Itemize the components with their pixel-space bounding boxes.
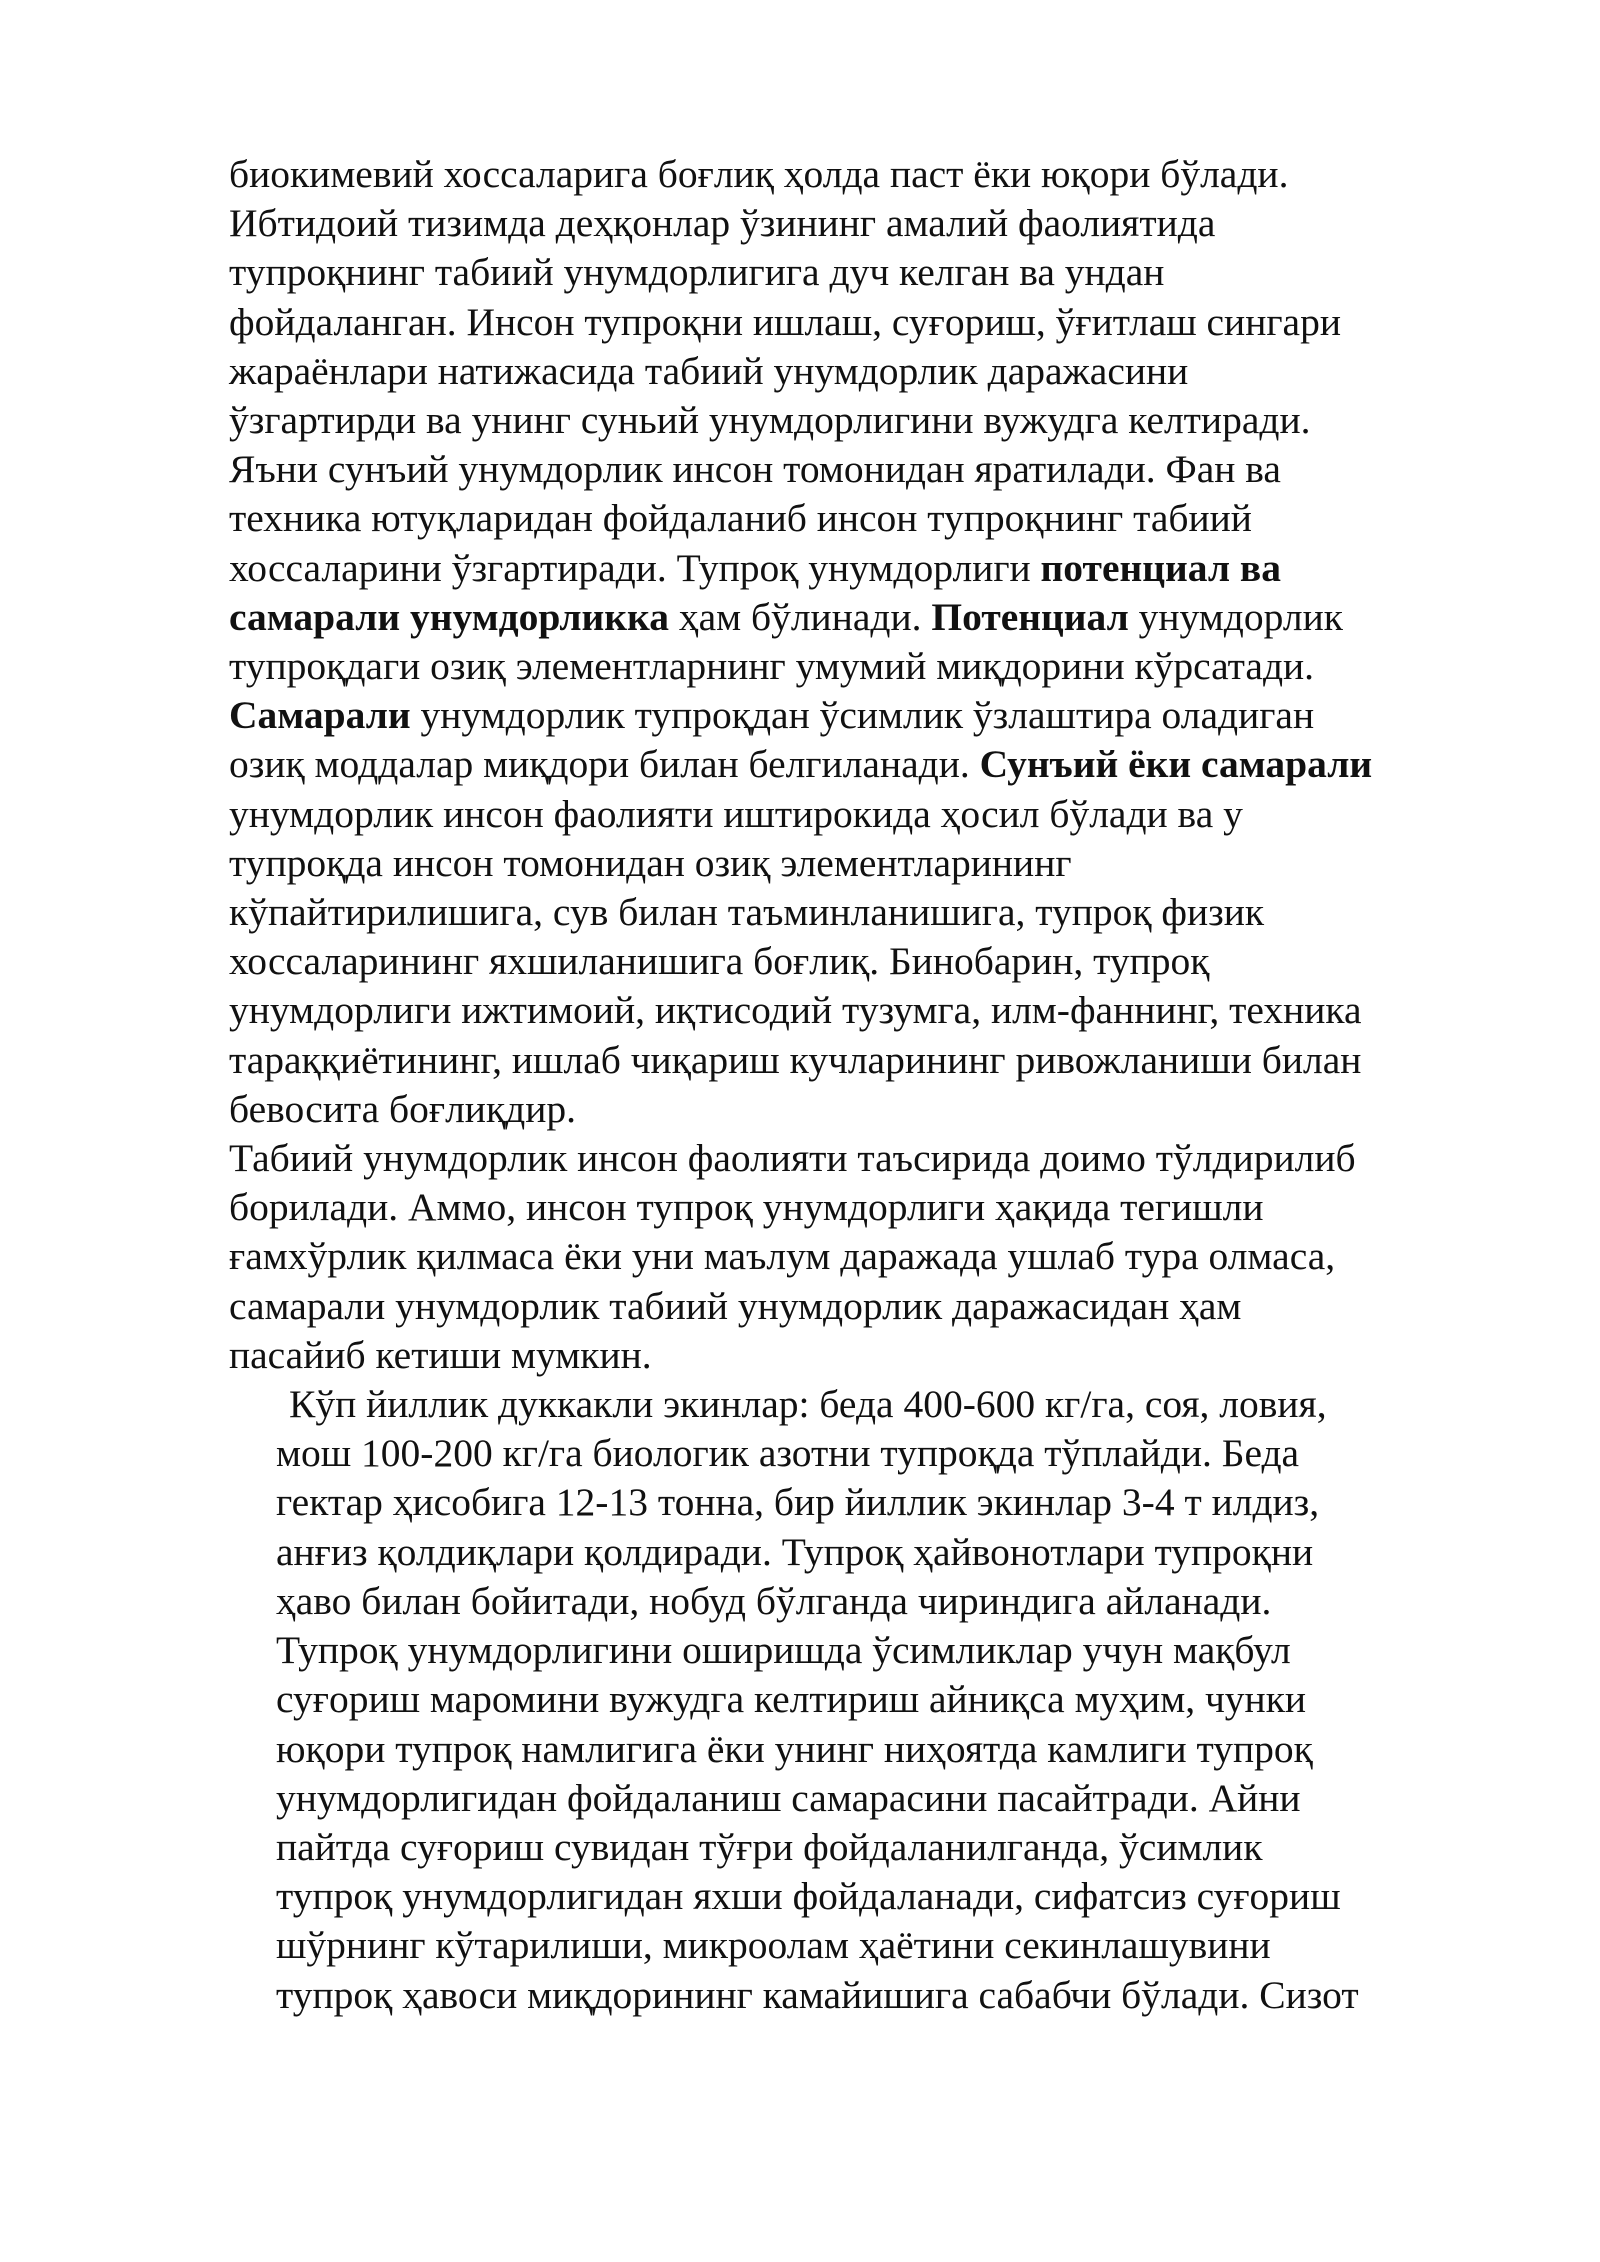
- paragraph-legumes-irrigation: [229, 1380, 1529, 2020]
- text-segment: тупроқ унумдорлигидан яхши фойдаланади, сифатсиз суғориш: [276, 1874, 1341, 1919]
- text-segment: тупроқда инсон томонидан озиқ элементларининг: [229, 840, 1072, 885]
- text-line: [229, 199, 1529, 248]
- text-segment: унумдорлигидан фойдаланиш самарасини пасайтради. Айни: [276, 1775, 1301, 1820]
- text-segment: суғориш маромини вужудга келтириш айниқса муҳим, чунки: [276, 1677, 1307, 1722]
- text-segment: тупроқдаги озиқ элементларнинг умумий миқдорини кўрсатади.: [229, 644, 1315, 689]
- bold-term: Самарали: [229, 693, 411, 738]
- text-line: [229, 839, 1529, 888]
- text-segment: унумдорлиги ижтимоий, иқтисодий тузумга, илм-фаннинг, техника: [229, 988, 1362, 1033]
- text-segment: тупроқ ҳавоси миқдорининг камайишига сабабчи бўлади. Сизот: [276, 1972, 1359, 2017]
- bold-term: Сунъий ёки самарали: [979, 742, 1373, 787]
- text-segment: озиқ моддалар миқдори билан белгиланади.: [229, 742, 980, 787]
- text-segment: юқори тупроқ намлигига ёки унинг ниҳоятда камлиги тупроқ: [276, 1726, 1313, 1771]
- text-line: [229, 1085, 1529, 1134]
- text-segment: унумдорлик инсон фаолияти иштирокида ҳосил бўлади ва у: [229, 791, 1243, 836]
- text-segment: ҳаво билан бойитади, нобуд бўлганда чириндига айланади.: [276, 1578, 1272, 1623]
- document-body: [229, 150, 1529, 2020]
- text-line: [229, 1626, 1529, 1675]
- text-line: [229, 494, 1529, 543]
- text-line: [229, 888, 1529, 937]
- text-segment: Тупроқ унумдорлигини оширишда ўсимликлар учун мақбул: [276, 1628, 1291, 1673]
- text-segment: хоссаларининг яхшиланишига боғлиқ. Бинобарин, тупроқ: [229, 939, 1210, 984]
- bold-term: самарали унумдорликка: [229, 594, 669, 639]
- text-line: [229, 248, 1529, 297]
- text-line: [229, 1036, 1529, 1085]
- text-line: [229, 691, 1529, 740]
- text-segment: биокимевий хоссаларига боғлиқ ҳолда паст ёки юқори бўлади.: [229, 152, 1289, 196]
- text-line: [229, 347, 1529, 396]
- text-line: [229, 937, 1529, 986]
- text-segment: анғиз қолдиқлари қолдиради. Тупроқ ҳайвонотлари тупроқни: [276, 1529, 1314, 1574]
- text-segment: самарали унумдорлик табиий унумдорлик даражасидан ҳам: [229, 1283, 1242, 1328]
- text-segment: ғамхўрлик қилмаса ёки уни маълум даражада ушлаб тура олмаса,: [229, 1234, 1336, 1279]
- text-segment: тараққиётининг, ишлаб чиқариш кучларининг ривожланиши билан: [229, 1037, 1362, 1082]
- text-segment: пайтда суғориш сувидан тўғри фойдаланилганда, ўсимлик: [276, 1824, 1263, 1869]
- text-segment: гектар ҳисобига 12-13 тонна, бир йиллик экинлар 3-4 т илдиз,: [276, 1480, 1320, 1525]
- text-line: [229, 1577, 1529, 1626]
- text-segment: кўпайтирилишига, сув билан таъминланишига, тупроқ физик: [229, 890, 1265, 935]
- text-segment: ҳам бўлинади.: [668, 594, 932, 639]
- text-segment: бевосита боғлиқдир.: [229, 1086, 576, 1131]
- text-line: [229, 593, 1529, 642]
- text-segment: хоссаларини ўзгартиради. Тупроқ унумдорлиги: [229, 545, 1041, 590]
- text-line: [229, 1528, 1529, 1577]
- text-line: [229, 740, 1529, 789]
- text-line: [229, 445, 1529, 494]
- text-segment: унумдорлик: [1128, 594, 1343, 639]
- text-line: [229, 1774, 1529, 1823]
- paragraph-fertility-types: [229, 150, 1529, 1134]
- text-line: [229, 298, 1529, 347]
- text-segment: шўрнинг кўтарилиши, микроолам ҳаётини секинлашувини: [276, 1923, 1271, 1968]
- bold-term: Потенциал: [931, 594, 1129, 639]
- text-segment: Яъни сунъий унумдорлик инсон томонидан яратилади. Фан ва: [229, 447, 1281, 492]
- text-segment: Ибтидоий тизимда деҳқонлар ўзининг амалий фаолиятида: [229, 201, 1216, 246]
- text-line: [229, 544, 1529, 593]
- text-line: [229, 1872, 1529, 1921]
- text-line: [229, 1478, 1529, 1527]
- text-line: [229, 1921, 1529, 1970]
- text-line: [229, 1725, 1529, 1774]
- text-segment: жараёнлари натижасида табиий унумдорлик даражасини: [229, 348, 1189, 393]
- text-line: [229, 1331, 1529, 1380]
- text-segment: борилади. Аммо, инсон тупроқ унумдорлиги ҳақида тегишли: [229, 1185, 1264, 1230]
- text-line: [229, 1429, 1529, 1478]
- text-line: [229, 150, 1529, 199]
- text-segment: техника ютуқларидан фойдаланиб инсон тупроқнинг табиий: [229, 496, 1252, 541]
- text-line: [229, 790, 1529, 839]
- text-line: [229, 1282, 1529, 1331]
- text-line: [229, 1183, 1529, 1232]
- text-line: [229, 1134, 1529, 1183]
- text-line: [229, 1380, 1529, 1429]
- text-line: [229, 1823, 1529, 1872]
- text-line: [229, 1971, 1529, 2020]
- bold-term: потенциал ва: [1040, 545, 1281, 590]
- text-line: [229, 396, 1529, 445]
- text-line: [229, 1232, 1529, 1281]
- text-segment: Табиий унумдорлик инсон фаолияти таъсирида доимо тўлдирилиб: [229, 1136, 1356, 1181]
- text-segment: ўзгартирди ва унинг суньий унумдорлигини вужудга келтиради.: [229, 398, 1311, 443]
- text-segment: тупроқнинг табиий унумдорлигига дуч келган ва ундан: [229, 250, 1165, 295]
- text-segment: унумдорлик тупроқдан ўсимлик ўзлаштира оладиган: [410, 693, 1315, 738]
- text-line: [229, 986, 1529, 1035]
- text-line: [229, 1675, 1529, 1724]
- text-segment: Кўп йиллик дуккакли экинлар: беда 400-600 кг/га, соя, ловия,: [289, 1382, 1327, 1427]
- text-segment: мош 100-200 кг/га биологик азотни тупроқда тўплайди. Беда: [276, 1431, 1300, 1476]
- text-line: [229, 642, 1529, 691]
- text-segment: фойдаланган. Инсон тупроқни ишлаш, суғориш, ўғитлаш сингари: [229, 299, 1341, 344]
- text-segment: пасайиб кетиши мумкин.: [229, 1332, 652, 1377]
- paragraph-natural-fertility: [229, 1134, 1529, 1380]
